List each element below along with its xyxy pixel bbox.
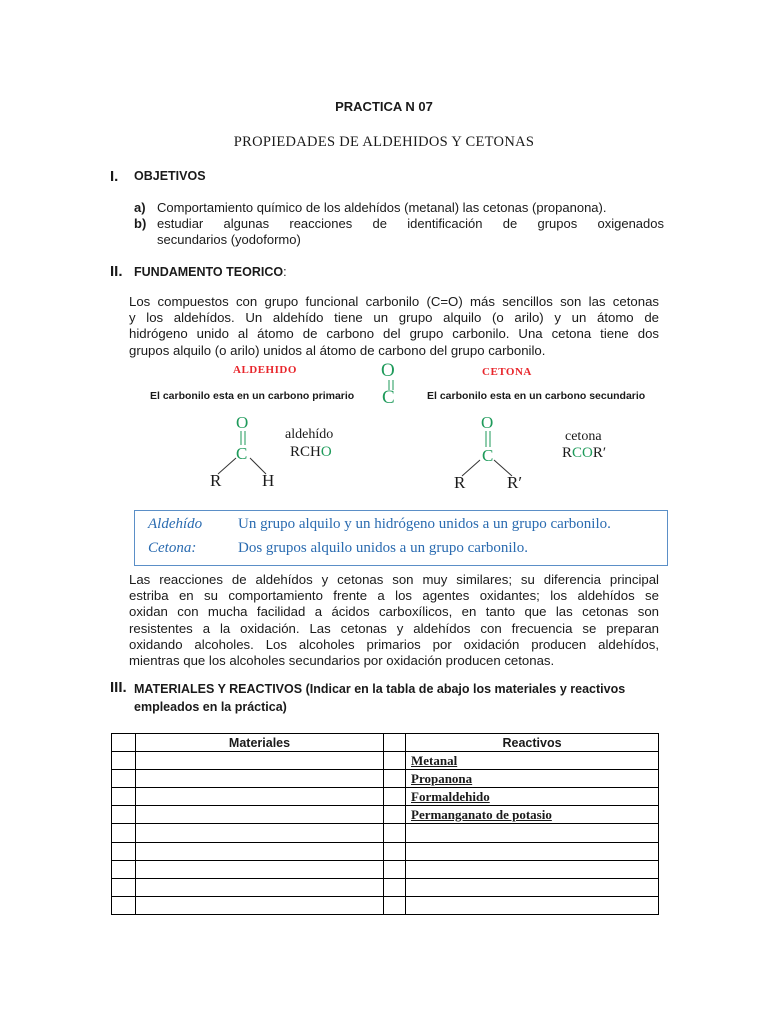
para-line: hidrógeno unido al átomo de carbono del grupo carbonilo. Una cetona tiene dos	[129, 326, 659, 342]
section-3-title	[134, 680, 674, 716]
table-row	[112, 770, 659, 788]
section-2-colon: :	[283, 265, 287, 279]
ald-double-bond	[236, 431, 250, 445]
table-cell[interactable]	[112, 806, 136, 824]
objective-label: a)	[134, 200, 146, 215]
reactivo-cell[interactable]: Propanona	[406, 770, 659, 788]
section-2-number: II.	[110, 263, 123, 280]
materiales-cell[interactable]	[136, 806, 384, 824]
definition-row-cetona	[148, 540, 196, 557]
theory-paragraph-1	[129, 294, 659, 359]
carbonyl-figure	[140, 360, 660, 500]
cet-name: cetona	[565, 429, 602, 444]
materials-table	[111, 733, 659, 915]
table-cell[interactable]	[384, 788, 406, 806]
objective-text-cont: secundarios (yodoformo)	[157, 232, 301, 247]
section-1-title: OBJETIVOS	[134, 169, 206, 183]
table-cell[interactable]	[112, 878, 136, 896]
para-line: grupos alquilo (o arilo) unidos al átomo de carbono del grupo carbonilo.	[129, 342, 546, 358]
section-3-title-text: MATERIALES Y REACTIVOS	[134, 682, 303, 696]
definition-term: Cetona:	[148, 540, 197, 556]
ald-formula	[290, 444, 332, 461]
aldehido-label: ALDEHIDO	[233, 364, 297, 376]
materiales-cell[interactable]	[136, 788, 384, 806]
ald-hydrogen: H	[262, 471, 275, 490]
materiales-cell[interactable]	[136, 860, 384, 878]
table-header-row	[112, 734, 659, 752]
table-cell[interactable]	[384, 770, 406, 788]
center-oxygen: O	[381, 360, 395, 381]
cet-carbon: C	[482, 446, 494, 465]
section-2-title	[134, 265, 287, 279]
table-cell[interactable]	[384, 752, 406, 770]
table-row	[112, 824, 659, 842]
section-3-note-cont: empleados en la práctica)	[134, 700, 287, 714]
reactivo-cell[interactable]: Permanganato de potasio	[406, 806, 659, 824]
materiales-cell[interactable]	[136, 824, 384, 842]
table-cell[interactable]	[384, 842, 406, 860]
page-subtitle: PROPIEDADES DE ALDEHIDOS Y CETONAS	[233, 134, 535, 150]
ald-r-group: R	[210, 471, 222, 490]
ald-formula-o: O	[320, 444, 332, 460]
definition-desc-aldehido: Un grupo alquilo y un hidrógeno unidos a un grupo carbonilo.	[238, 516, 611, 532]
table-cell[interactable]	[384, 824, 406, 842]
practice-title: PRACTICA N 07	[335, 99, 433, 114]
table-cell[interactable]	[384, 860, 406, 878]
table-row	[112, 878, 659, 896]
table-row	[112, 788, 659, 806]
reactivo-cell[interactable]	[406, 824, 659, 842]
materiales-cell[interactable]	[136, 842, 384, 860]
table-cell[interactable]	[112, 896, 136, 914]
ald-carbon: C	[236, 444, 248, 463]
reactivo-cell[interactable]: Metanal	[406, 752, 659, 770]
reactivo-cell[interactable]: Formaldehido	[406, 788, 659, 806]
materiales-cell[interactable]	[136, 878, 384, 896]
definition-term: Aldehído	[148, 516, 203, 532]
cet-r2-group: R′	[507, 473, 523, 492]
section-1-number: I.	[110, 168, 119, 185]
para-line: oxidan con mucha facilidad a ácidos carboxílicos, en tanto que las cetonas son	[129, 604, 659, 620]
table-cell[interactable]	[384, 806, 406, 824]
table-cell[interactable]	[112, 824, 136, 842]
reactivo-cell[interactable]	[406, 896, 659, 914]
table-cell[interactable]	[112, 752, 136, 770]
materiales-cell[interactable]	[136, 770, 384, 788]
header-reactivos: Reactivos	[406, 734, 659, 752]
aldehido-caption: El carbonilo esta en un carbono primario	[150, 390, 355, 402]
objective-text: estudiar algunas reacciones de identificación de grupos oxigenados	[157, 216, 664, 231]
table-cell[interactable]	[112, 734, 136, 752]
ald-name: aldehído	[285, 427, 334, 442]
cet-formula-co: CO	[572, 445, 593, 461]
ald-oxygen: O	[236, 413, 249, 432]
para-line: estriba en su comportamiento frente a los agentes oxidantes; los aldehídos se	[129, 588, 659, 604]
table-row	[112, 896, 659, 914]
theory-paragraph-2	[129, 572, 659, 669]
cet-oxygen: O	[481, 413, 494, 432]
center-carbon: C	[382, 387, 395, 408]
table-cell[interactable]	[112, 842, 136, 860]
cet-formula-r: R	[562, 445, 573, 461]
reactivo-cell[interactable]	[406, 860, 659, 878]
materiales-cell[interactable]	[136, 752, 384, 770]
reactivo-cell[interactable]	[406, 842, 659, 860]
para-line: mientras que los alcoholes secundarios por oxidación producen cetonas.	[129, 653, 555, 669]
objective-label: b)	[134, 216, 147, 231]
table-row	[112, 752, 659, 770]
reactivo-cell[interactable]	[406, 878, 659, 896]
ald-formula-rch: RCH	[290, 444, 321, 460]
table-row	[112, 842, 659, 860]
objectives-list	[134, 200, 664, 248]
definition-desc-cetona: Dos grupos alquilo unidos a un grupo carbonilo.	[238, 540, 528, 556]
section-3-number: III.	[110, 679, 127, 696]
cet-formula-r2: R′	[592, 445, 607, 461]
table-row	[112, 806, 659, 824]
objective-item-b	[134, 216, 664, 248]
table-row	[112, 860, 659, 878]
objective-text: Comportamiento químico de los aldehídos (metanal) las cetonas (propanona).	[157, 200, 607, 215]
section-3-note: (Indicar en la tabla de abajo los materiales y reactivos	[305, 682, 626, 696]
objective-item-a	[134, 200, 664, 216]
table-cell[interactable]	[384, 896, 406, 914]
para-line: Los compuestos con grupo funcional carbonilo (C=O) más sencillos son las cetonas	[129, 294, 659, 309]
para-line: resistentes a la oxidación. Las cetonas y aldehídos con frecuencia se preparan	[129, 620, 659, 636]
cetona-caption: El carbonilo esta en un carbono secundario	[427, 390, 646, 402]
para-line: y los aldehídos. Un aldehído tiene un grupo alquilo (o arilo) y un átomo de	[129, 310, 659, 326]
cet-r-group: R	[454, 473, 466, 492]
header-materiales: Materiales	[136, 734, 384, 752]
section-2-title-text: FUNDAMENTO TEORICO	[134, 265, 284, 279]
materiales-cell[interactable]	[136, 896, 384, 914]
table-cell[interactable]	[112, 770, 136, 788]
cet-formula	[562, 445, 606, 462]
cetona-label: CETONA	[482, 366, 532, 378]
para-line: Las reacciones de aldehídos y cetonas son muy similares; su diferencia principal	[129, 572, 659, 587]
definitions-box	[134, 510, 668, 566]
table-cell[interactable]	[384, 878, 406, 896]
para-line: oxidando alcoholes. Los alcoholes primarios por oxidación producen aldehídos,	[129, 636, 659, 652]
cet-double-bond	[481, 431, 495, 447]
table-cell[interactable]	[112, 788, 136, 806]
table-cell[interactable]	[384, 734, 406, 752]
table-cell[interactable]	[112, 860, 136, 878]
definition-row-aldehido	[148, 516, 202, 533]
